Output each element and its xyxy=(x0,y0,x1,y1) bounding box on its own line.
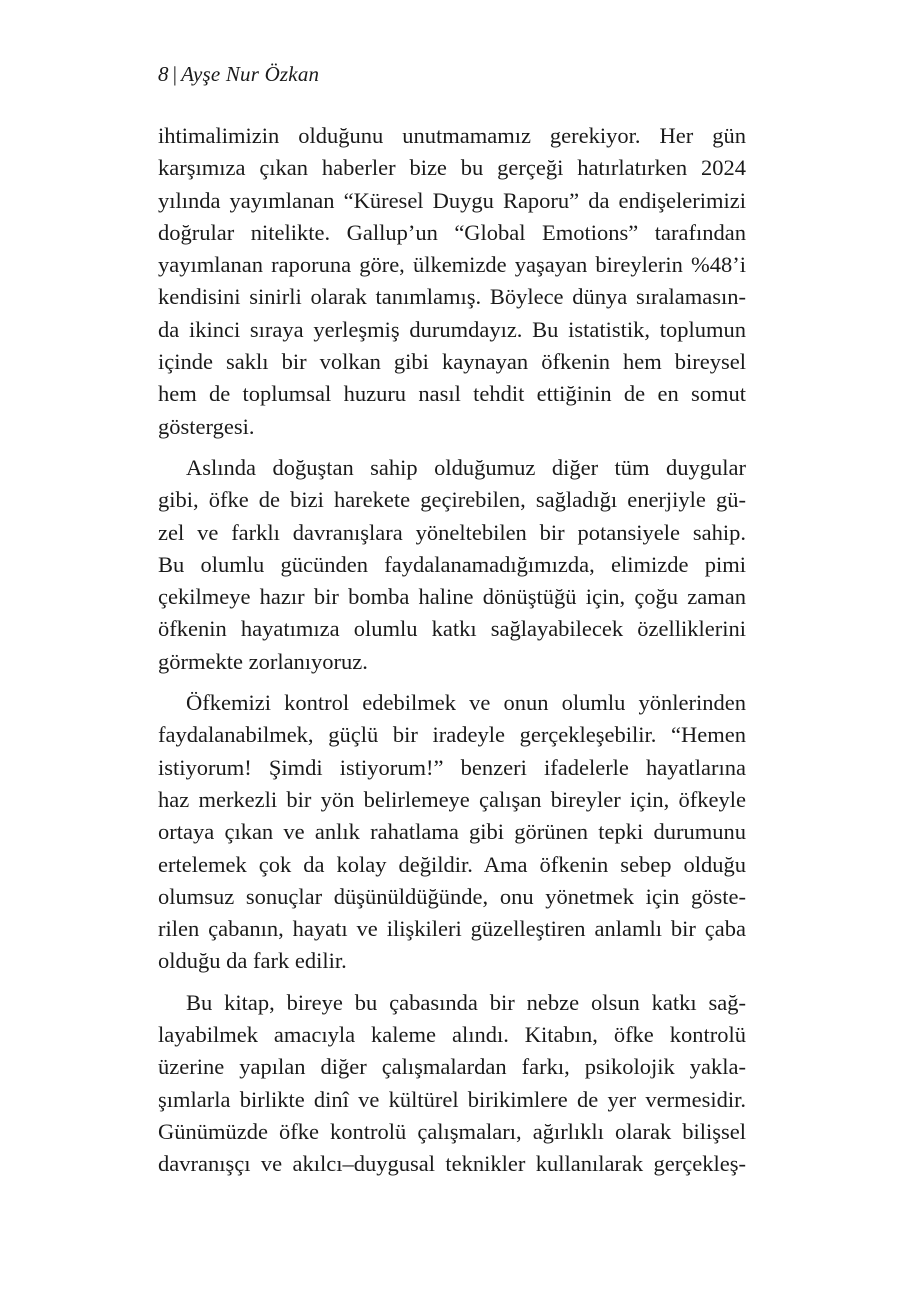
text-line: gibi, öfke de bizi harekete geçirebilen, sağladığı enerjiyle gü- xyxy=(158,487,746,513)
paragraph-4 xyxy=(158,987,746,1181)
paragraph-1 xyxy=(158,120,746,443)
text-line: rilen çabanın, hayatı ve ilişkileri güzelleştiren anlamlı bir çaba xyxy=(158,916,746,942)
text-line: davranışçı ve akılcı–duygusal teknikler kullanılarak gerçekleş- xyxy=(158,1151,746,1177)
text-line: görmekte zorlanıyoruz. xyxy=(158,648,368,674)
text-line: zel ve farklı davranışlara yöneltebilen bir potansiyele sahip. xyxy=(158,519,746,545)
text-line: layabilmek amacıyla kaleme alındı. Kitabın, öfke kontrolü xyxy=(158,1022,746,1048)
text-line: doğrular nitelikte. Gallup’un “Global Emotions” tarafından xyxy=(158,219,746,245)
text-line: karşımıza çıkan haberler bize bu gerçeği hatırlatırken 2024 xyxy=(158,155,746,181)
text-line: şımlarla birlikte dinî ve kültürel birikimlere de yer vermesidir. xyxy=(158,1086,746,1112)
body-text xyxy=(158,120,746,1190)
text-line: ertelemek çok da kolay değildir. Ama öfkenin sebep olduğu xyxy=(158,851,746,877)
text-line: kendisini sinirli olarak tanımlamış. Böylece dünya sıralamasın- xyxy=(158,284,746,310)
text-line: haz merkezli bir yön belirlemeye çalışan bireyler için, öfkeyle xyxy=(158,786,746,812)
text-line: Öfkemizi kontrol edebilmek ve onun olumlu yönlerinden xyxy=(186,690,746,716)
text-line: yılında yayımlanan “Küresel Duygu Raporu” da endişelerimizi xyxy=(158,187,746,213)
text-line: ortaya çıkan ve anlık rahatlama gibi görünen tepki durumunu xyxy=(158,819,746,845)
text-line: içinde saklı bir volkan gibi kaynayan öfkenin hem bireysel xyxy=(158,349,746,375)
header-separator: | xyxy=(172,62,178,86)
running-header xyxy=(158,62,319,87)
text-line: üzerine yapılan diğer çalışmalardan farkı, psikolojik yakla- xyxy=(158,1054,746,1080)
text-line: hem de toplumsal huzuru nasıl tehdit ettiğinin de en somut xyxy=(158,381,746,407)
text-line: yayımlanan raporuna göre, ülkemizde yaşayan bireylerin %48’i xyxy=(158,252,746,278)
text-line: istiyorum! Şimdi istiyorum!” benzeri ifadelerle hayatlarına xyxy=(158,754,746,780)
text-line: faydalanabilmek, güçlü bir iradeyle gerçekleşebilir. “Hemen xyxy=(158,722,746,748)
text-line: öfkenin hayatımıza olumlu katkı sağlayabilecek özelliklerini xyxy=(158,616,746,642)
text-line: olumsuz sonuçlar düşünüldüğünde, onu yönetmek için göste- xyxy=(158,883,746,909)
text-line: da ikinci sıraya yerleşmiş durumdayız. Bu istatistik, toplumun xyxy=(158,316,746,342)
text-line: Aslında doğuştan sahip olduğumuz diğer tüm duygular xyxy=(186,454,746,480)
text-line: olduğu da fark edilir. xyxy=(158,948,347,974)
text-line: Bu kitap, bireye bu çabasında bir nebze olsun katkı sağ- xyxy=(186,989,746,1015)
author-name: Ayşe Nur Özkan xyxy=(181,62,320,86)
text-line: çekilmeye hazır bir bomba haline dönüştüğü için, çoğu zaman xyxy=(158,584,746,610)
text-line: göstergesi. xyxy=(158,413,255,439)
text-line: Günümüzde öfke kontrolü çalışmaları, ağırlıklı olarak bilişsel xyxy=(158,1118,746,1144)
page-number: 8 xyxy=(158,62,169,86)
text-line: Bu olumlu gücünden faydalanamadığımızda, elimizde pimi xyxy=(158,551,746,577)
text-line: ihtimalimizin olduğunu unutmamamız gerekiyor. Her gün xyxy=(158,123,746,148)
paragraph-3 xyxy=(158,687,746,978)
paragraph-2 xyxy=(158,452,746,678)
